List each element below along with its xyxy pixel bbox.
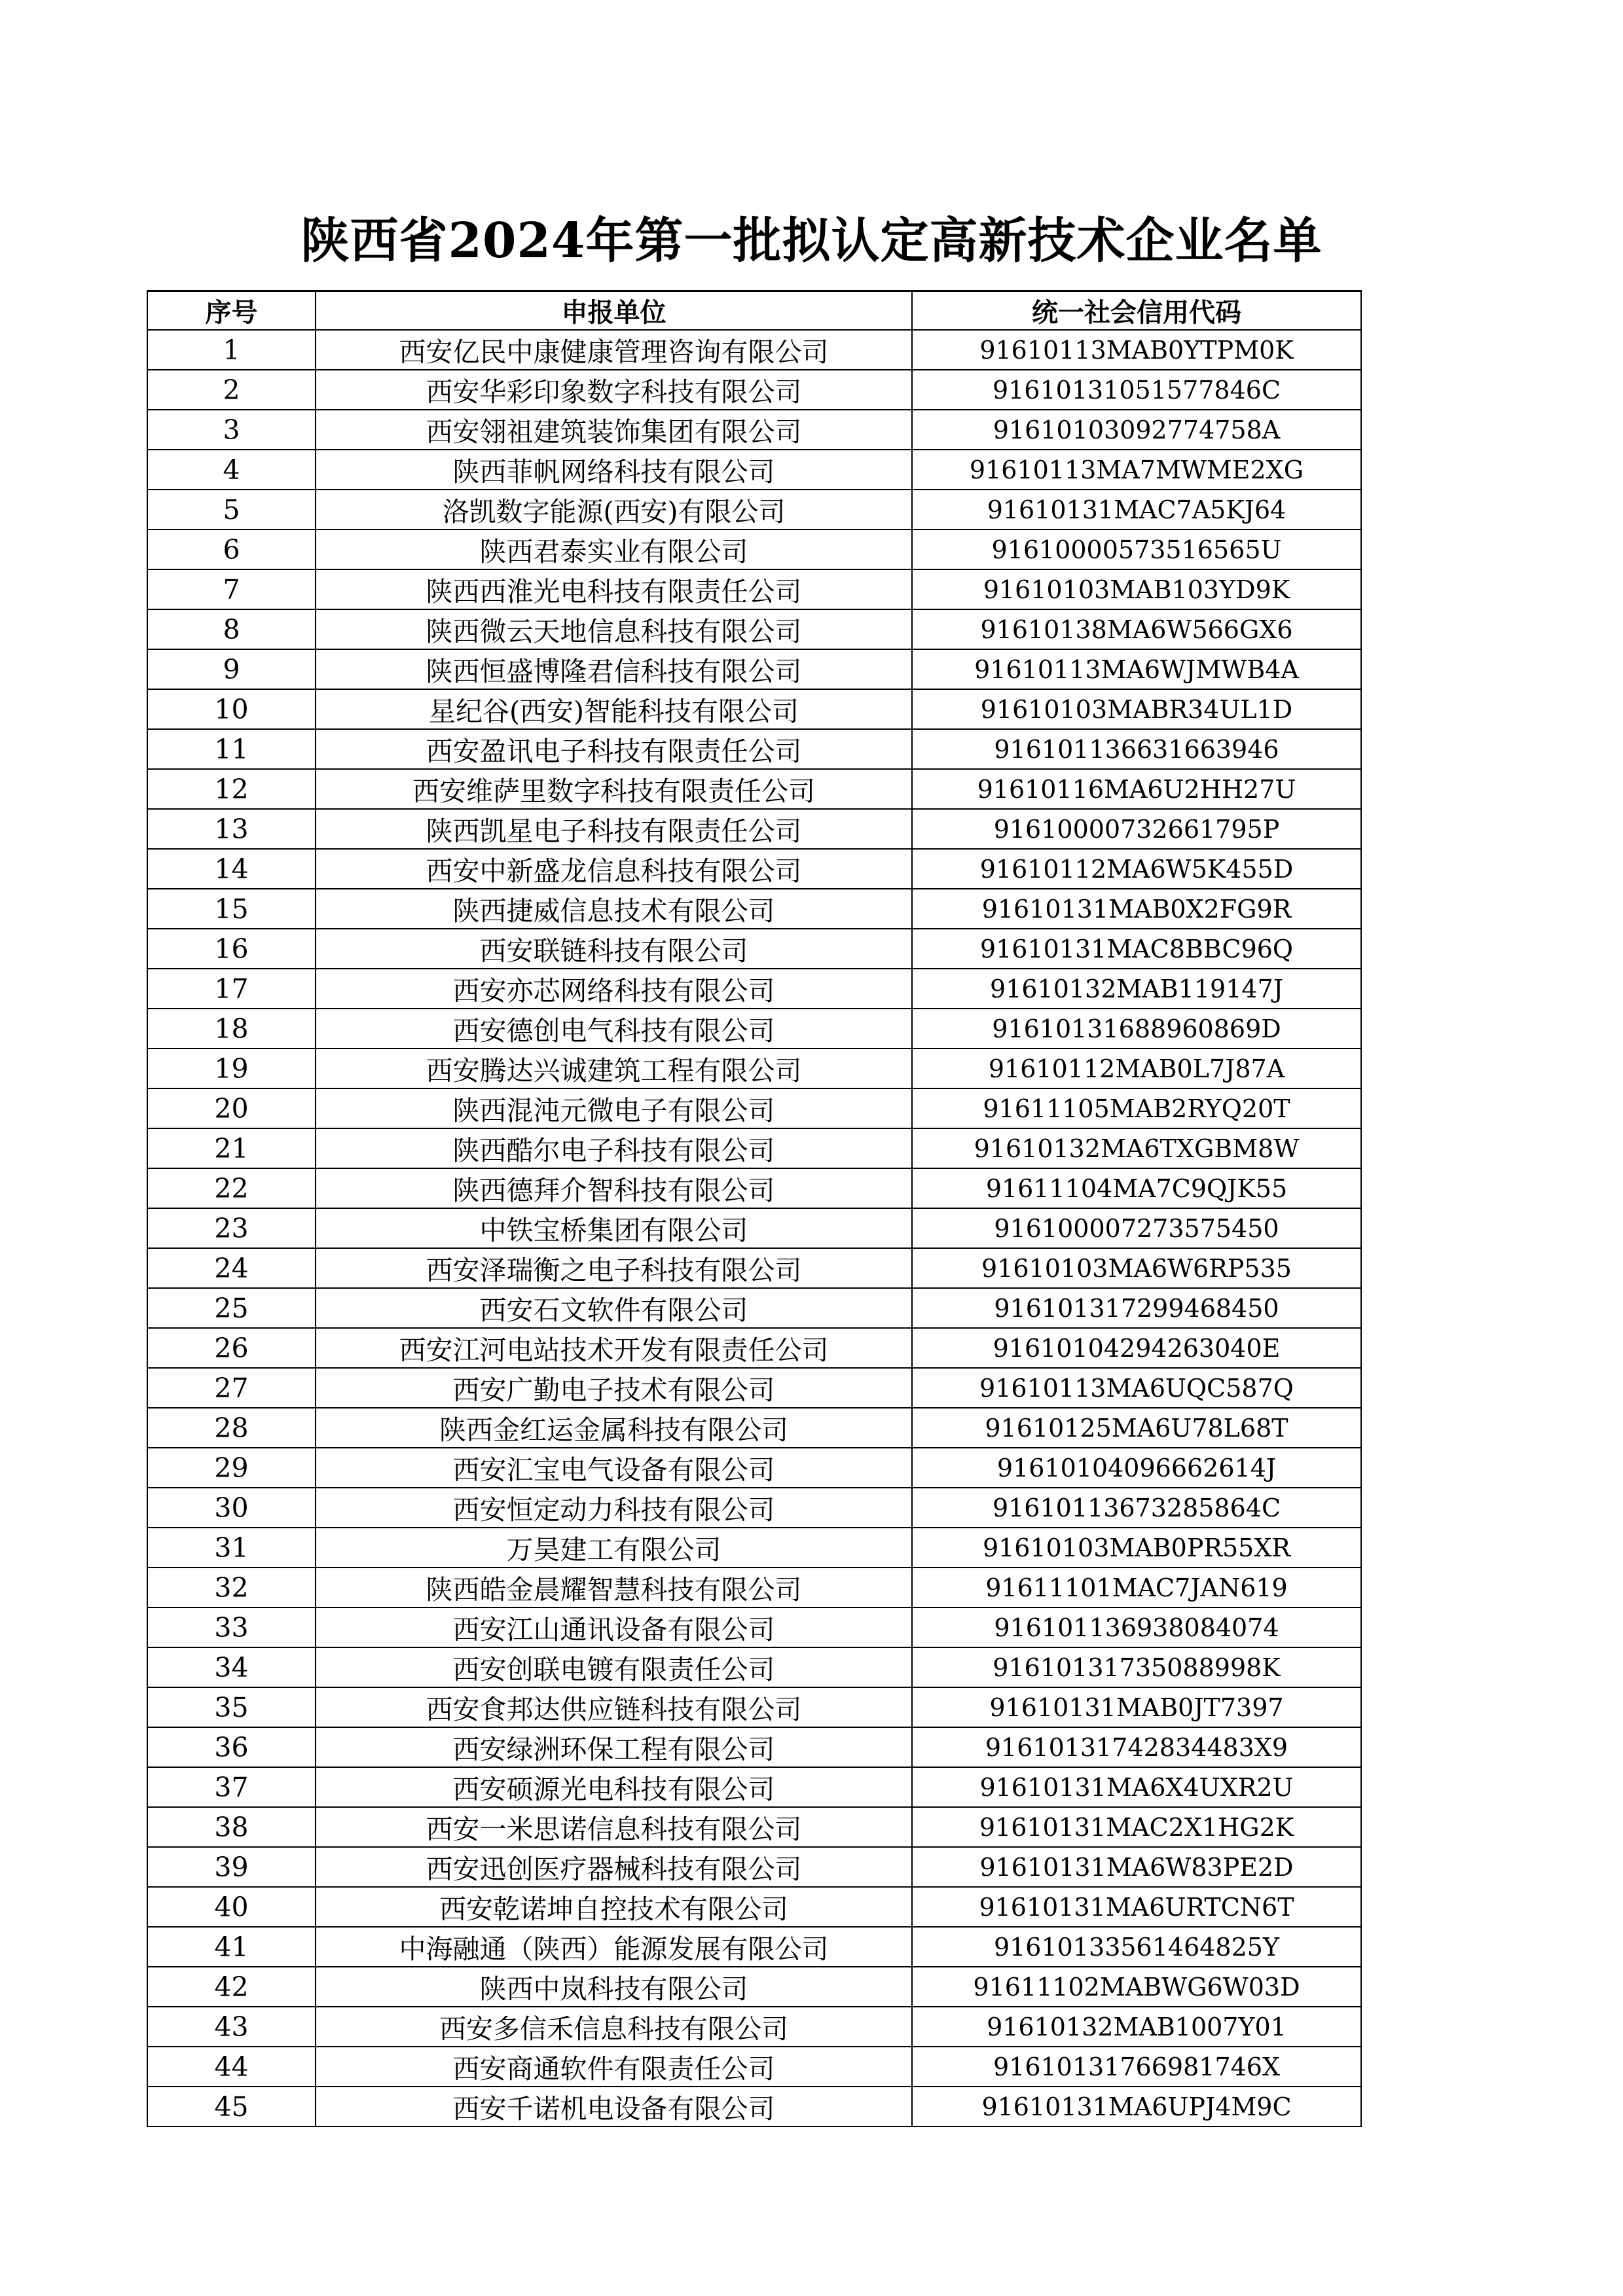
credit-code: 91610132MAB1007Y01 [912,2007,1361,2047]
company-name: 陕西混沌元微电子有限公司 [316,1088,912,1128]
table-row [147,2047,1361,2087]
table-row [147,1448,1361,1488]
company-name: 西安恒定动力科技有限公司 [316,1488,912,1528]
row-index: 29 [147,1448,316,1488]
row-index: 34 [147,1647,316,1687]
credit-code: 91610113MA6UQC587Q [912,1368,1361,1408]
row-index: 19 [147,1049,316,1088]
table-row [147,769,1361,809]
credit-code: 916101136938084074 [912,1607,1361,1647]
table-header-row [147,291,1361,331]
credit-code: 91610104096662614J [912,1448,1361,1488]
credit-code: 916101317299468450 [912,1288,1361,1328]
table-row [147,1967,1361,2007]
credit-code: 91610104294263040E [912,1328,1361,1368]
company-name: 陕西捷威信息技术有限公司 [316,889,912,929]
company-name: 西安乾诺坤自控技术有限公司 [316,1887,912,1927]
table-row [147,729,1361,769]
credit-code: 91610131MAC8BBC96Q [912,929,1361,969]
company-name: 西安华彩印象数字科技有限公司 [316,370,912,410]
row-index: 15 [147,889,316,929]
row-index: 18 [147,1009,316,1049]
company-name: 中海融通（陕西）能源发展有限公司 [316,1927,912,1967]
table-row [147,370,1361,410]
company-name: 西安盈讯电子科技有限责任公司 [316,729,912,769]
credit-code: 91610131688960869D [912,1009,1361,1049]
table-row [147,809,1361,849]
table-row [147,490,1361,529]
table-row [147,689,1361,729]
row-index: 20 [147,1088,316,1128]
company-name: 西安绿洲环保工程有限公司 [316,1727,912,1767]
row-index: 45 [147,2087,316,2126]
table-row [147,1807,1361,1847]
table-row [147,1049,1361,1088]
row-index: 5 [147,490,316,529]
row-index: 30 [147,1488,316,1528]
table-row [147,330,1361,370]
table-row [147,1128,1361,1168]
credit-code: 91611102MABWG6W03D [912,1967,1361,2007]
table-row [147,1887,1361,1927]
row-index: 17 [147,969,316,1009]
company-name: 陕西微云天地信息科技有限公司 [316,609,912,649]
company-name: 西安创联电镀有限责任公司 [316,1647,912,1687]
credit-code: 91610131MA6UPJ4M9C [912,2087,1361,2126]
row-index: 9 [147,649,316,689]
company-name: 陕西凯星电子科技有限责任公司 [316,809,912,849]
table-row [147,1488,1361,1528]
company-name: 西安广勤电子技术有限公司 [316,1368,912,1408]
table-row [147,1368,1361,1408]
table-row [147,649,1361,689]
company-name: 西安千诺机电设备有限公司 [316,2087,912,2126]
company-name: 星纪谷(西安)智能科技有限公司 [316,689,912,729]
row-index: 31 [147,1528,316,1568]
table-row [147,1408,1361,1448]
company-name: 陕西德拜介智科技有限公司 [316,1168,912,1208]
credit-code: 91610103092774758A [912,410,1361,450]
row-index: 10 [147,689,316,729]
credit-code: 91610103MAB103YD9K [912,569,1361,609]
row-index: 39 [147,1847,316,1887]
credit-code: 91611105MAB2RYQ20T [912,1088,1361,1128]
table-row [147,969,1361,1009]
credit-code: 91611101MAC7JAN619 [912,1568,1361,1607]
row-index: 8 [147,609,316,649]
row-index: 42 [147,1967,316,2007]
row-index: 7 [147,569,316,609]
company-name: 西安江河电站技术开发有限责任公司 [316,1328,912,1368]
row-index: 33 [147,1607,316,1647]
company-name: 洛凯数字能源(西安)有限公司 [316,490,912,529]
row-index: 1 [147,330,316,370]
row-index: 40 [147,1887,316,1927]
page-title: 陕西省2024年第一批拟认定高新技术企业名单 [301,213,1322,269]
table-row [147,1568,1361,1607]
credit-code: 91610131MA6X4UXR2U [912,1767,1361,1807]
table-row [147,929,1361,969]
company-name: 西安维萨里数字科技有限责任公司 [316,769,912,809]
table-row [147,410,1361,450]
table-row [147,1208,1361,1248]
row-index: 6 [147,529,316,569]
company-name: 西安翎祖建筑装饰集团有限公司 [316,410,912,450]
credit-code: 91610113MA6WJMWB4A [912,649,1361,689]
table-row [147,849,1361,889]
table-row [147,1767,1361,1807]
table-row [147,529,1361,569]
company-name: 陕西西淮光电科技有限责任公司 [316,569,912,609]
company-name: 中铁宝桥集团有限公司 [316,1208,912,1248]
row-index: 14 [147,849,316,889]
table-row [147,1248,1361,1288]
credit-code: 91610113673285864C [912,1488,1361,1528]
table-row [147,1328,1361,1368]
company-name: 西安汇宝电气设备有限公司 [316,1448,912,1488]
credit-code: 91610131MAB0X2FG9R [912,889,1361,929]
table-row [147,1009,1361,1049]
table-row [147,450,1361,490]
credit-code: 91610131742834483X9 [912,1727,1361,1767]
table-row [147,2087,1361,2126]
row-index: 24 [147,1248,316,1288]
company-name: 西安石文软件有限公司 [316,1288,912,1328]
table-row [147,609,1361,649]
table-row [147,1927,1361,1967]
table-body [147,330,1361,2126]
company-name: 陕西恒盛博隆君信科技有限公司 [316,649,912,689]
company-name: 西安硕源光电科技有限公司 [316,1767,912,1807]
credit-code: 91610103MA6W6RP535 [912,1248,1361,1288]
table-row [147,1687,1361,1727]
table-row [147,889,1361,929]
credit-code: 91610000573516565U [912,529,1361,569]
row-index: 38 [147,1807,316,1847]
company-name: 西安中新盛龙信息科技有限公司 [316,849,912,889]
credit-code: 91610131MA6W83PE2D [912,1847,1361,1887]
row-index: 27 [147,1368,316,1408]
credit-code: 91610116MA6U2HH27U [912,769,1361,809]
header-index: 序号 [147,291,316,331]
table-row [147,1847,1361,1887]
credit-code: 91610133561464825Y [912,1927,1361,1967]
company-name: 陕西金红运金属科技有限公司 [316,1408,912,1448]
company-name: 陕西中岚科技有限公司 [316,1967,912,2007]
enterprise-table [147,290,1362,2127]
credit-code: 91610112MA6W5K455D [912,849,1361,889]
credit-code: 91610131MAC2X1HG2K [912,1807,1361,1847]
credit-code: 91610132MA6TXGBM8W [912,1128,1361,1168]
table-row [147,569,1361,609]
credit-code: 91611104MA7C9QJK55 [912,1168,1361,1208]
company-name: 万昊建工有限公司 [316,1528,912,1568]
row-index: 35 [147,1687,316,1727]
row-index: 13 [147,809,316,849]
credit-code: 91610131MA6URTCN6T [912,1887,1361,1927]
company-name: 西安江山通讯设备有限公司 [316,1607,912,1647]
row-index: 28 [147,1408,316,1448]
company-name: 西安商通软件有限责任公司 [316,2047,912,2087]
company-name: 西安亿民中康健康管理咨询有限公司 [316,330,912,370]
credit-code: 91610113MAB0YTPM0K [912,330,1361,370]
company-name: 西安一米思诺信息科技有限公司 [316,1807,912,1847]
row-index: 36 [147,1727,316,1767]
company-name: 西安德创电气科技有限公司 [316,1009,912,1049]
row-index: 21 [147,1128,316,1168]
company-name: 西安多信禾信息科技有限公司 [316,2007,912,2047]
table-row [147,1727,1361,1767]
credit-code: 91610131MAB0JT7397 [912,1687,1361,1727]
credit-code: 91610103MAB0PR55XR [912,1528,1361,1568]
row-index: 16 [147,929,316,969]
credit-code: 91610131735088998K [912,1647,1361,1687]
company-name: 西安泽瑞衡之电子科技有限公司 [316,1248,912,1288]
credit-code: 91610000732661795P [912,809,1361,849]
company-name: 西安联链科技有限公司 [316,929,912,969]
table-row [147,1647,1361,1687]
row-index: 2 [147,370,316,410]
credit-code: 91610138MA6W566GX6 [912,609,1361,649]
row-index: 43 [147,2007,316,2047]
row-index: 22 [147,1168,316,1208]
table-row [147,1168,1361,1208]
company-name: 西安亦芯网络科技有限公司 [316,969,912,1009]
credit-code: 91610131051577846C [912,370,1361,410]
row-index: 3 [147,410,316,450]
row-index: 32 [147,1568,316,1607]
row-index: 12 [147,769,316,809]
credit-code: 91610131766981746X [912,2047,1361,2087]
table-row [147,1088,1361,1128]
company-name: 西安食邦达供应链科技有限公司 [316,1687,912,1727]
credit-code: 91610112MAB0L7J87A [912,1049,1361,1088]
row-index: 41 [147,1927,316,1967]
table-row [147,2007,1361,2047]
credit-code: 916100007273575450 [912,1208,1361,1248]
company-name: 陕西皓金晨耀智慧科技有限公司 [316,1568,912,1607]
table-row [147,1288,1361,1328]
row-index: 26 [147,1328,316,1368]
company-name: 陕西菲帆网络科技有限公司 [316,450,912,490]
credit-code: 91610131MAC7A5KJ64 [912,490,1361,529]
table-row [147,1607,1361,1647]
company-name: 陕西君泰实业有限公司 [316,529,912,569]
row-index: 44 [147,2047,316,2087]
credit-code: 916101136631663946 [912,729,1361,769]
company-name: 西安迅创医疗器械科技有限公司 [316,1847,912,1887]
company-name: 西安腾达兴诚建筑工程有限公司 [316,1049,912,1088]
row-index: 23 [147,1208,316,1248]
credit-code: 91610132MAB119147J [912,969,1361,1009]
row-index: 4 [147,450,316,490]
credit-code: 91610113MA7MWME2XG [912,450,1361,490]
company-name: 陕西酷尔电子科技有限公司 [316,1128,912,1168]
row-index: 37 [147,1767,316,1807]
row-index: 25 [147,1288,316,1328]
credit-code: 91610103MABR34UL1D [912,689,1361,729]
header-credit-code: 统一社会信用代码 [912,291,1361,331]
table-row [147,1528,1361,1568]
header-company: 申报单位 [316,291,912,331]
row-index: 11 [147,729,316,769]
credit-code: 91610125MA6U78L68T [912,1408,1361,1448]
